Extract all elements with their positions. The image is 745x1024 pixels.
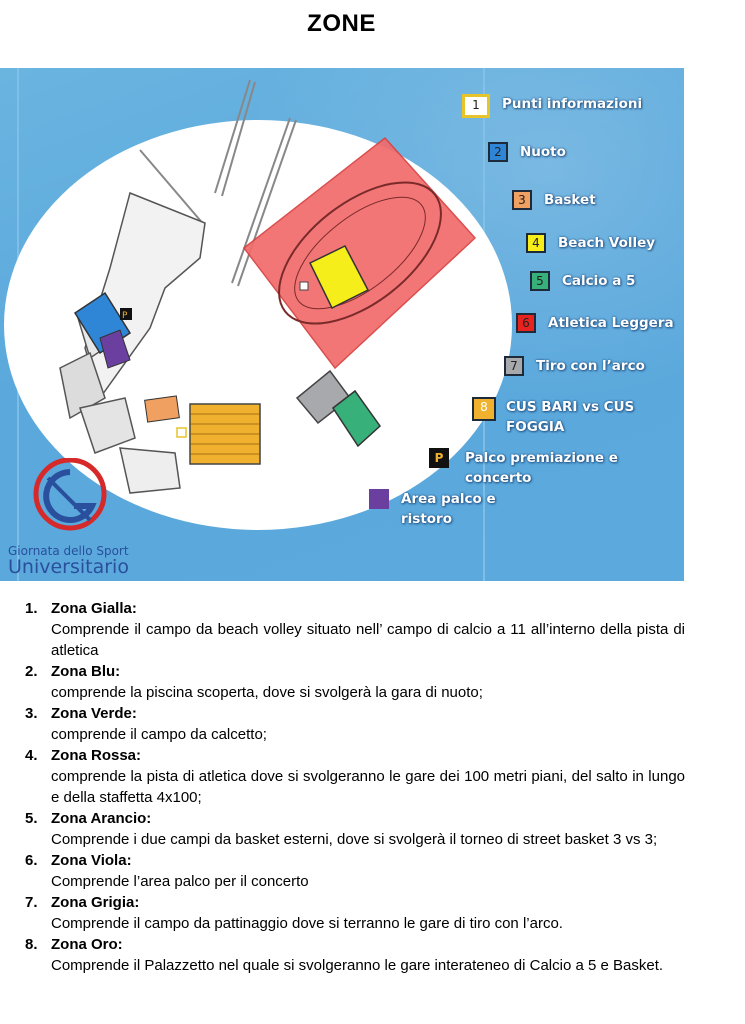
zone-description: comprende la piscina scoperta, dove si svolgerà la gara di nuoto; [51, 684, 483, 701]
legend-item-9 [429, 448, 625, 488]
legend-item-4 [526, 233, 655, 253]
legend-label-2: Nuoto [520, 144, 566, 160]
list-item [25, 745, 685, 808]
zone-description: Comprende i due campi da basket esterni, dove si svolgerà il torneo di street basket 3 vs 3; [51, 831, 658, 848]
page-title: ZONE [307, 10, 376, 37]
legend-item-6 [516, 313, 674, 333]
legend-swatch-3: 3 [512, 190, 532, 210]
zone-title: Zona Blu: [51, 663, 121, 680]
list-item [25, 598, 685, 661]
logo-text-line1: Giornata dello Sport [8, 544, 129, 558]
legend-label-6: Atletica Leggera [548, 315, 674, 331]
zone-title: Zona Grigia: [51, 894, 140, 911]
zone-number: 2. [25, 663, 38, 680]
site-map [0, 68, 684, 581]
zone-title: Zona Verde: [51, 705, 137, 722]
legend-item-10 [369, 489, 511, 529]
zone-description: comprende la pista di atletica dove si svolgeranno le gare dei 100 metri piani, del salto in lungo e della staffetta 4x100; [51, 768, 685, 806]
legend-swatch-8: 8 [472, 397, 496, 421]
legend-item-1 [462, 94, 642, 118]
legend-label-3: Basket [544, 192, 596, 208]
zones-list [25, 598, 685, 976]
legend-swatch-1: 1 [462, 94, 490, 118]
zone-number: 6. [25, 852, 38, 869]
zone-title: Zona Viola: [51, 852, 132, 869]
zone-number: 4. [25, 747, 38, 764]
zone-number: 3. [25, 705, 38, 722]
legend-swatch-7: 7 [504, 356, 524, 376]
zone-title: Zona Oro: [51, 936, 123, 953]
zone-title: Zona Rossa: [51, 747, 142, 764]
list-item [25, 808, 685, 850]
legend-item-8 [472, 397, 646, 437]
legend-label-5: Calcio a 5 [562, 273, 636, 289]
zone-number: 5. [25, 810, 38, 827]
zone-description: Comprende l’area palco per il concerto [51, 873, 309, 890]
list-item [25, 850, 685, 892]
zone-title: Zona Gialla: [51, 600, 137, 617]
legend-label-7: Tiro con l’arco [536, 358, 645, 374]
legend-item-2 [488, 142, 566, 162]
list-item [25, 934, 685, 976]
legend-item-5 [530, 271, 635, 291]
legend-label-9: Palco premiazione e concerto [465, 450, 618, 486]
list-item [25, 892, 685, 934]
legend-swatch-10 [369, 489, 389, 509]
zone-description: comprende il campo da calcetto; [51, 726, 267, 743]
marker-small [300, 282, 308, 290]
marker-info [177, 428, 186, 437]
zone-number: 7. [25, 894, 38, 911]
zone-description: Comprende il campo da beach volley situato nell’ campo di calcio a 11 all’interno della pista di atletica [51, 621, 685, 659]
logo-text-line2: Universitario [8, 556, 129, 578]
legend-swatch-6: 6 [516, 313, 536, 333]
zone-orange [145, 396, 180, 422]
list-item [25, 703, 685, 745]
legend-swatch-2: 2 [488, 142, 508, 162]
legend-label-8: CUS BARI vs CUS FOGGIA [506, 399, 635, 435]
legend-label-4: Beach Volley [558, 235, 656, 251]
svg-text:P: P [122, 311, 128, 321]
zone-description: Comprende il campo da pattinaggio dove si terranno le gare di tiro con l’arco. [51, 915, 563, 932]
zone-title: Zona Arancio: [51, 810, 152, 827]
legend-label-1: Punti informazioni [502, 96, 643, 112]
legend-label-10: Area palco e ristoro [401, 491, 496, 527]
legend-swatch-4: 4 [526, 233, 546, 253]
zone-description: Comprende il Palazzetto nel quale si svolgeranno le gare interateneo di Calcio a 5 e Basket. [51, 957, 664, 974]
legend-item-7 [504, 356, 645, 376]
zone-number: 8. [25, 936, 38, 953]
legend-item-3 [512, 190, 596, 210]
legend-swatch-9: P [429, 448, 449, 468]
legend-swatch-5: 5 [530, 271, 550, 291]
zone-number: 1. [25, 600, 38, 617]
list-item [25, 661, 685, 703]
